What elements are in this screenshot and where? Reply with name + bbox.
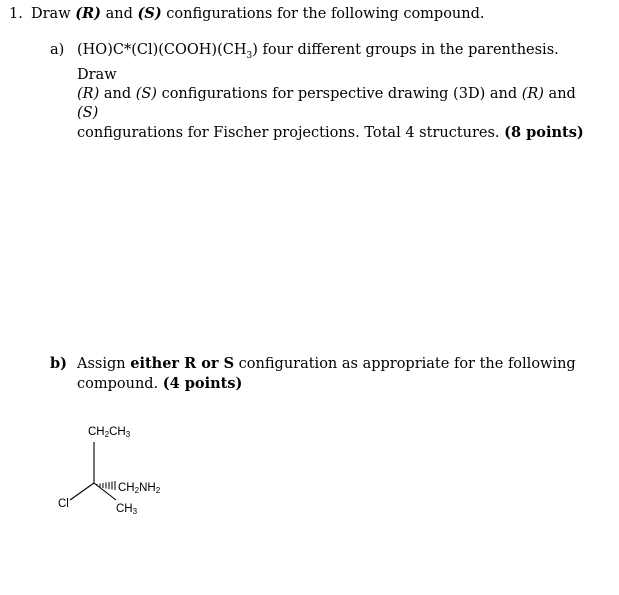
and-text-3: and xyxy=(543,85,576,102)
part-a-points: (8 points) xyxy=(504,123,584,141)
part-a-label: a) xyxy=(50,42,65,58)
part-b-body xyxy=(77,354,590,394)
r-label-2: (R) xyxy=(77,85,100,102)
part-b-points: (4 points) xyxy=(162,375,243,392)
part-b-line-1 xyxy=(77,354,590,374)
and-text: and xyxy=(101,6,138,22)
bond-left xyxy=(70,483,94,500)
question-number: 1. xyxy=(9,6,23,22)
formula-text: (HO)C*(Cl)(COOH)(CH xyxy=(77,42,247,58)
r-label: (R) xyxy=(75,5,102,22)
part-a-body xyxy=(77,41,590,143)
s-label-3: (S) xyxy=(77,104,99,121)
s-label: (S) xyxy=(137,5,162,22)
part-a-line-1 xyxy=(77,41,590,85)
part-a-line-2-rest: configurations for perspective drawing (3D) and xyxy=(156,85,522,102)
s-label-2: (S) xyxy=(135,85,157,102)
part-a-line-2 xyxy=(77,85,590,123)
part-b-line-1-pre: Assign xyxy=(77,356,131,372)
r-label-3: (R) xyxy=(521,85,544,102)
formula-subscript: 3 xyxy=(246,50,253,61)
group-top-ethyl: $CH_2CH_3$ xyxy=(88,426,131,439)
part-b xyxy=(50,354,590,394)
question-prefix: Draw xyxy=(31,6,76,22)
part-a-line-1-rest: ) four different groups in the parenthesis. Draw xyxy=(77,42,559,83)
part-a-line-3 xyxy=(77,123,590,143)
question-1-heading xyxy=(9,4,609,24)
part-b-line-1-rest: configuration as appropriate for the following xyxy=(234,356,576,372)
group-left-chlorine: Cl xyxy=(58,498,69,510)
part-a-line-3-text: configurations for Fischer projections. Total 4 structures. xyxy=(77,124,505,141)
part-b-line-2 xyxy=(77,374,590,394)
and-text-2: and xyxy=(99,85,136,102)
group-right-aminomethyl: $CH_2NH_2$ xyxy=(118,482,161,495)
hashed-wedge-bond xyxy=(97,481,115,490)
part-b-label: b) xyxy=(50,355,67,372)
part-b-emphasis: either R or S xyxy=(130,355,235,372)
question-suffix: configurations for the following compound. xyxy=(161,6,485,22)
group-bottom-methyl: $CH_3$ xyxy=(116,503,138,516)
part-a xyxy=(50,41,590,143)
part-b-line-2-text: compound. xyxy=(77,376,163,392)
molecule-structure xyxy=(50,420,210,530)
